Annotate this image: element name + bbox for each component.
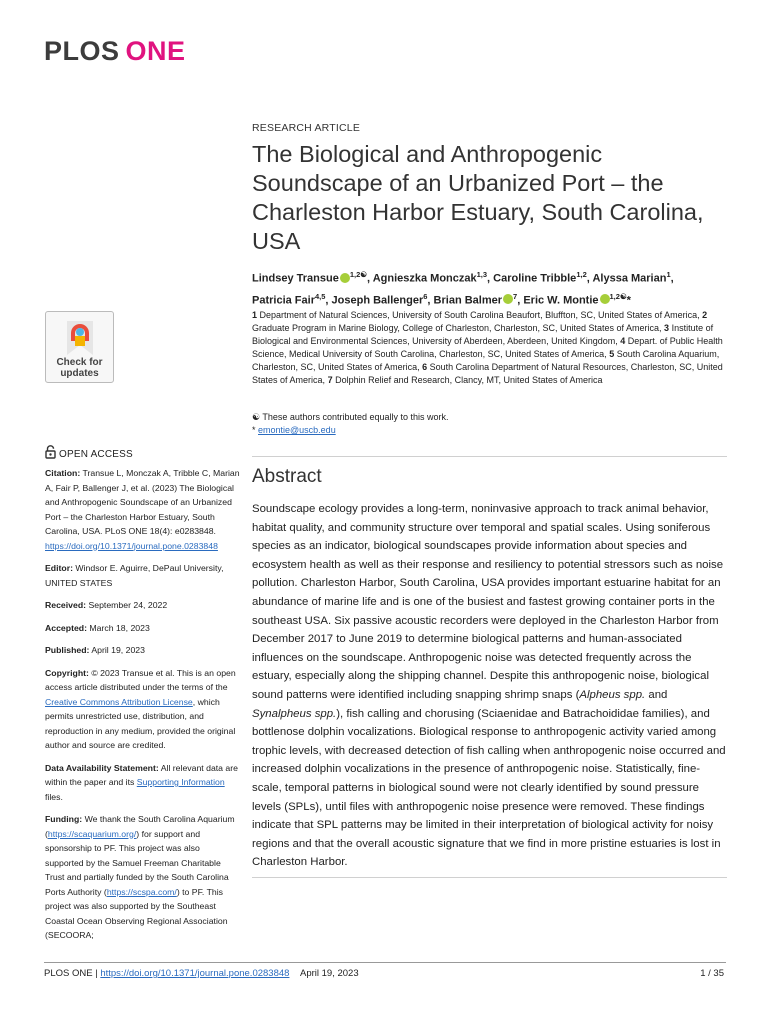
author-affil-sup: 1,2☯ [609, 291, 627, 301]
citation-label: Citation: [45, 468, 81, 478]
author-affil-sup: 1 [666, 270, 671, 279]
data-availability [45, 761, 240, 805]
editor-text: Windsor E. Aguirre, DePaul University, UNITED STATES [45, 563, 224, 588]
data-availability-text-cont: files. [45, 791, 63, 802]
author-name[interactable]: Caroline Tribble [493, 272, 577, 285]
accepted [45, 621, 240, 636]
open-access-text: OPEN ACCESS [59, 449, 133, 460]
editor-label: Editor: [45, 563, 73, 573]
bookmark-icon [63, 319, 97, 357]
funding-text-end: ) to PF. This project was also supported by the Southeast Coastal Ocean Observing Regional Association (SECOORA; [45, 886, 228, 940]
check-for-updates-button[interactable] [45, 311, 114, 383]
published [45, 643, 240, 658]
open-access-label [45, 445, 133, 460]
affil-num: 4 [620, 336, 626, 347]
orcid-icon[interactable] [340, 273, 350, 283]
footer-doi-link[interactable]: https://doi.org/10.1371/journal.pone.0283848 [100, 968, 290, 979]
abstract-bottom-divider [252, 877, 727, 878]
orcid-icon[interactable] [503, 294, 513, 304]
affil-text: South Carolina Department of Natural Resources, Charleston, SC, United States of America, [252, 362, 723, 386]
check-line1: Check for [56, 357, 103, 368]
editor [45, 561, 240, 590]
open-lock-icon [45, 445, 56, 459]
author-name[interactable]: Joseph Ballenger [331, 294, 424, 307]
author-affil-sup: 1,2☯ [349, 270, 367, 279]
affil-text: Graduate Program in Marine Biology, College of Charleston, Charleston, SC, United States of America, [252, 323, 662, 334]
accepted-date: March 18, 2023 [89, 622, 150, 633]
published-date: April 19, 2023 [91, 645, 145, 655]
funding-text-cont: ) for support and sponsorship to PF. This project was also supported by the Samuel Freeman Charitable Trust and partially funded by the South Carolina Ports Authority ( [45, 828, 229, 897]
email-link[interactable]: emontie@uscb.edu [258, 425, 336, 435]
corresponding-email [252, 425, 336, 435]
supporting-info-link[interactable]: Supporting Information [136, 777, 225, 787]
footer-date: April 19, 2023 [300, 968, 359, 979]
article-metadata-sidebar [45, 466, 240, 951]
data-availability-text: All relevant data are within the paper and its [45, 762, 238, 787]
abstract-text-part1: Soundscape ecology provides a long-term, noninvasive approach to track animal behavior, habitat quality, and community structure over temporal and spatial scales. Using soniferous species as an indicator, biological soundscapes provide information about species and ecosystem health as well as their response and resiliency to potential stressors such as noise pollution. Charleston Harbor, South Carolina, USA provides important estuarine habitat for an abundance of marine life and is one of the busiest and fastest growing container ports in the southeast USA. Six passive acoustic recorders were deployed in the Charleston Harbor from December 2017 to June 2019 to determine biological patterns and human-associated influences on the soundscape. Anthropogenic noise was detected frequently across the estuary, especially along the shipping channel. Despite this anthropogenic noise, biological sound patterns were identified including snapping shrimp snaps ( [252, 503, 724, 701]
received [45, 598, 240, 613]
funding-label: Funding: [45, 814, 83, 824]
corresponding-marker: * [626, 294, 631, 307]
affil-num: 2 [702, 310, 708, 320]
species-name: Alpheus spp. [579, 688, 646, 701]
page-footer [44, 968, 359, 979]
journal-logo [44, 36, 186, 67]
check-for-updates-label [46, 358, 113, 379]
license-link[interactable]: Creative Commons Attribution License [45, 696, 193, 707]
author-name[interactable]: Brian Balmer [433, 294, 503, 307]
aquarium-link[interactable]: https://scaquarium.org/ [47, 828, 137, 839]
abstract-top-divider [252, 456, 727, 457]
affil-text: South Carolina Aquarium, Charleston, SC, United States of America, [252, 349, 720, 373]
footer-divider [44, 962, 726, 963]
received-label: Received: [45, 600, 87, 610]
equal-contribution-note: ☯ These authors contributed equally to this work. [252, 412, 449, 422]
species-name: Synalpheus spp. [252, 707, 337, 720]
affil-num: 3 [664, 323, 670, 334]
orcid-icon[interactable] [600, 294, 610, 304]
author-affil-sup: 1,3 [476, 270, 488, 279]
author-affil-sup: 7 [513, 291, 518, 301]
footer-journal: PLOS ONE [44, 968, 93, 979]
abstract-heading: Abstract [252, 466, 322, 487]
affil-num: 7 [327, 375, 333, 386]
published-label: Published: [45, 645, 90, 655]
email-prefix: * [252, 425, 259, 435]
copyright-label: Copyright: [45, 667, 89, 678]
logo-plos: PLOS [44, 36, 120, 66]
citation [45, 466, 240, 553]
affil-text: Depart. of Public Health Science, Medical University of South Carolina, Charleston, SC, United States of America, [252, 336, 723, 360]
author-name[interactable]: Lindsey Transue [252, 272, 339, 285]
copyright-text-cont: , which permits unrestricted use, distribution, and reproduction in any medium, provided the original author and source are credited. [45, 696, 236, 750]
author-affil-sup: 1,2 [576, 270, 587, 279]
footer-separator: | [92, 968, 101, 979]
accepted-label: Accepted: [45, 622, 87, 633]
article-title: The Biological and Anthropogenic Soundscape of an Urbanized Port – the Charleston Harbor Estuary, South Carolina, USA [252, 141, 704, 254]
author-name[interactable]: Patricia Fair [252, 294, 315, 307]
author-list: Lindsey Transue $^{1,2☯}$, Agnieszka Monczak$^{1,3}$, Caroline Tribble$^{1,2}$, Alyssa Marian$^1$, Patricia Fair$^{4,5}$, Joseph Ballenger$^6$, Brian Balmer $^7$, Eric W. Montie $^{1,2☯}$* [252, 270, 674, 307]
author-name[interactable]: Agnieszka Monczak [372, 272, 477, 285]
ports-link[interactable]: https://scspa.com/ [106, 886, 177, 897]
author-affil-sup: 4,5 [314, 291, 326, 301]
citation-text: Transue L, Monczak A, Tribble C, Marian A, Fair P, Ballenger J, et al. (2023) The Biological and Anthropogenic Soundscape of an Urbanized Port – the Charleston Harbor Estuary, South Carolina, USA. PLoS ONE 18(4): e0283848. [45, 468, 240, 536]
logo-one: ONE [125, 36, 186, 66]
data-availability-label: Data Availability Statement: [45, 762, 159, 773]
abstract-text [252, 500, 726, 872]
page-number: 1 / 35 [700, 968, 724, 979]
funding [45, 812, 240, 943]
affiliations [252, 309, 727, 388]
article-type: RESEARCH ARTICLE [252, 122, 361, 134]
citation-doi-link[interactable]: https://doi.org/10.1371/journal.pone.0283848 [45, 540, 218, 551]
affil-num: 5 [609, 349, 615, 360]
author-name[interactable]: Eric W. Montie [523, 294, 599, 307]
author-name[interactable]: Alyssa Marian [592, 272, 667, 285]
affil-text: Dolphin Relief and Research, Clancy, MT, United States of America [335, 375, 603, 386]
funding-text: We thank the South Carolina Aquarium ( [45, 814, 235, 839]
affil-num: 1 [252, 310, 258, 320]
affil-text: Department of Natural Sciences, University of South Carolina Beaufort, Bluffton, SC, United States of America, [259, 310, 700, 320]
copyright-text: © 2023 Transue et al. This is an open access article distributed under the terms of the [45, 667, 236, 692]
abstract-text-part2: ), fish calling and chorusing (Sciaenidae and Batrachoididae families), and bottlenose dolphin vocalizations. Biological response to anthropogenic activity varied among trophic levels, with decreased detection of fish calling when anthropogenic noise occurred and increased dolphin vocalizations in the presence of anthropogenic noise. Statistically, fine-scale, temporal patterns in biological sound were not clearly identified by sound pressure levels (SPLs), until files with anthropogenic noise presence were removed. These findings indicate that SPL patterns may be limited in their interpretation of biological activity for noisy regions and that the overall acoustic signature that we find in more pristine estuaries is lost in Charleston Harbor. [252, 707, 726, 869]
copyright [45, 666, 240, 753]
author-affil-sup: 6 [423, 291, 428, 301]
affil-num: 6 [422, 362, 428, 373]
received-date: September 24, 2022 [88, 600, 168, 610]
affil-text: Institute of Biological and Environmental Sciences, University of Aberdeen, Aberdeen, United Kingdom, [252, 323, 714, 347]
check-line2: updates [60, 367, 99, 379]
abstract-conjunction: and [645, 688, 668, 701]
